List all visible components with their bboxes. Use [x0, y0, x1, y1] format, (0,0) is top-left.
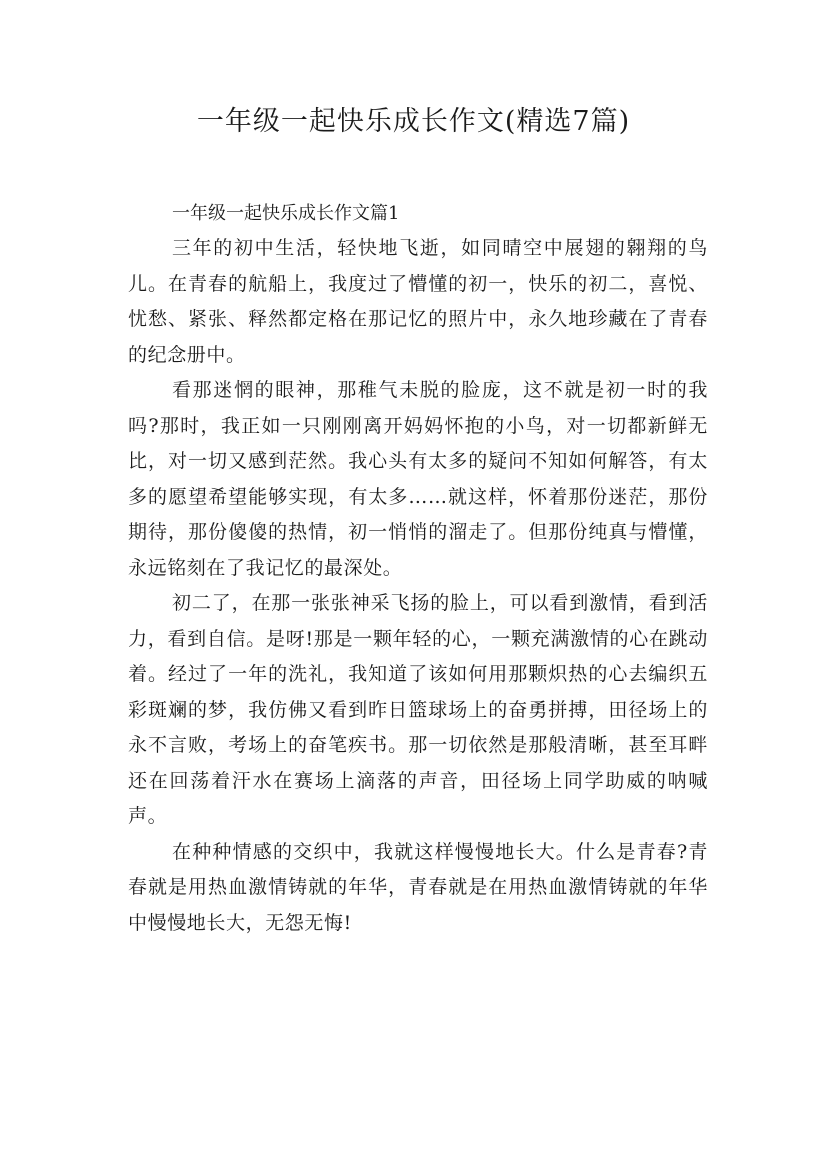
paragraph-1: 三年的初中生活，轻快地飞逝，如同晴空中展翅的翱翔的鸟儿。在青春的航船上，我度过了懵懂的初一，快乐的初二，喜悦、忧愁、紧张、释然都定格在那记忆的照片中，永久地珍藏在了青春的纪念册中。	[128, 237, 708, 366]
paragraph-4: 在种种情感的交织中，我就这样慢慢地长大。什么是青春?青春就是用热血激情铸就的年华，青春就是在用热血激情铸就的年华中慢慢地长大，无怨无悔!	[128, 840, 708, 934]
document-title: 一年级一起快乐成长作文(精选7篇)	[196, 106, 631, 137]
section-heading: 一年级一起快乐成长作文篇1	[172, 203, 400, 224]
paragraph-2: 看那迷惘的眼神，那稚气未脱的脸庞，这不就是初一时的我吗?那时，我正如一只刚刚离开妈妈怀抱的小鸟，对一切都新鲜无比，对一切又感到茫然。我心头有太多的疑问不知如何解答，有太多的愿望希望能够实现，有太多……就这样，怀着那份迷茫，那份期待，那份傻傻的热情，初一悄悄的溜走了。但那份纯真与懵懂，永远铭刻在了我记忆的最深处。	[128, 379, 708, 579]
paragraph-3: 初二了，在那一张张神采飞扬的脸上，可以看到激情，看到活力，看到自信。是呀!那是一颗年轻的心，一颗充满激情的心在跳动着。经过了一年的洗礼，我知道了该如何用那颗炽热的心去编织五彩斑斓的梦，我仿佛又看到昨日篮球场上的奋勇拼搏，田径场上的永不言败，考场上的奋笔疾书。那一切依然是那般清晰，甚至耳畔还在回荡着汗水在赛场上滴落的声音，田径场上同学助威的呐喊声。	[128, 592, 708, 827]
document-body	[128, 196, 708, 941]
